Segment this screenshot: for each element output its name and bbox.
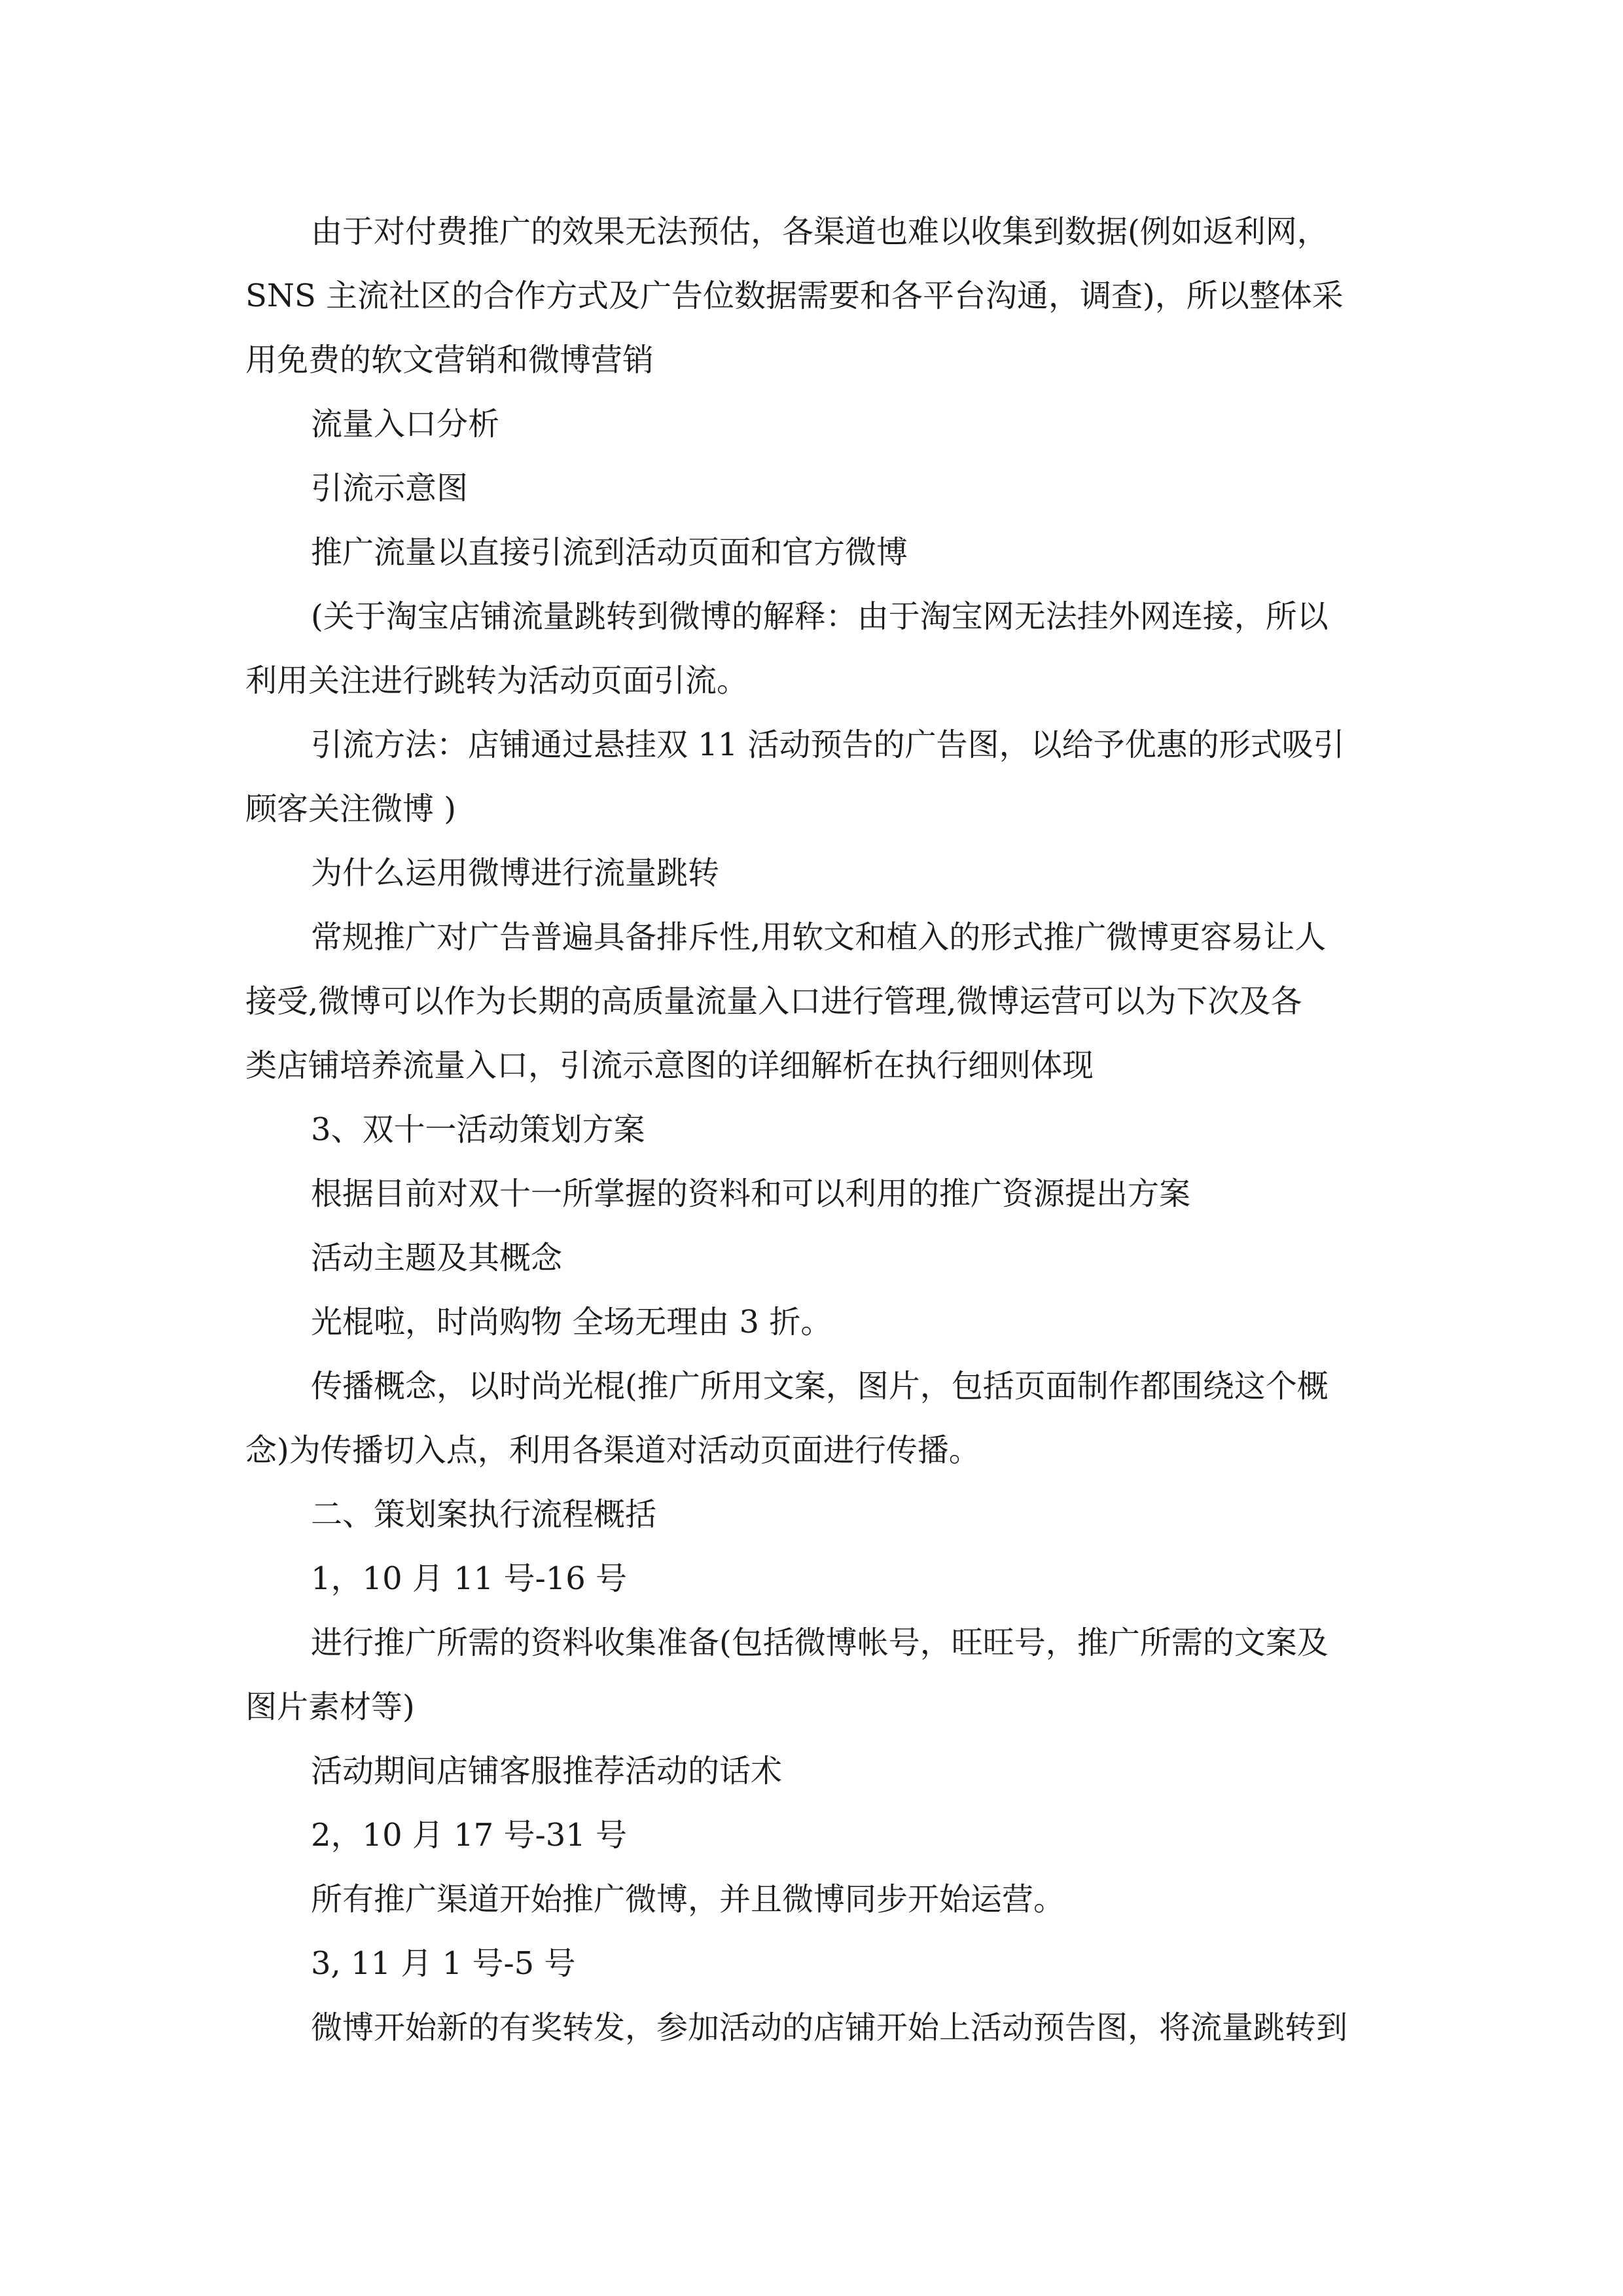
paragraph-step-3-dates (245, 1931, 1381, 1996)
text-line: 引流方法：店铺通过悬挂双 11 活动预告的广告图，以给予优惠的形式吸引 (311, 726, 1345, 763)
text-line: 光棍啦，时尚购物 全场无理由 3 折。 (311, 1304, 832, 1340)
text-line: 活动期间店铺客服推荐活动的话术 (311, 1753, 783, 1789)
text-line: 图片素材等) (245, 1689, 415, 1725)
text-line: 所有推广渠道开始推广微博，并且微博同步开始运营。 (311, 1881, 1065, 1918)
paragraph-traffic-diagram (245, 456, 1381, 520)
paragraph-traffic-direct (245, 520, 1381, 584)
text-line: 利用关注进行跳转为活动页面引流。 (245, 662, 749, 699)
heading-double-eleven-plan (245, 1098, 1381, 1162)
text-line: SNS 主流社区的合作方式及广告位数据需要和各平台沟通，调查)，所以整体采 (245, 278, 1344, 314)
text-line: 进行推广所需的资料收集准备(包括微博帐号，旺旺号，推广所需的文案及 (311, 1624, 1329, 1661)
paragraph-step-2-promote (245, 1867, 1381, 1931)
text-line: 顾客关注微博 ) (245, 791, 456, 827)
paragraph-step-1-prepare (245, 1611, 1381, 1739)
text-line: 由于对付费推广的效果无法预估，各渠道也难以收集到数据(例如返利网， (311, 213, 1329, 250)
text-line: 引流示意图 (311, 470, 469, 507)
text-line: (关于淘宝店铺流量跳转到微博的解释：由于淘宝网无法挂外网连接，所以 (311, 598, 1329, 635)
paragraph-step-2-dates (245, 1803, 1381, 1867)
paragraph-traffic-method (245, 713, 1381, 841)
text-line: 1，10 月 11 号-16 号 (311, 1560, 628, 1597)
paragraph-why-weibo (245, 841, 1381, 905)
text-line: 二、策划案执行流程概括 (311, 1496, 657, 1533)
paragraph-paid-promotion (245, 200, 1381, 392)
text-line: 传播概念，以时尚光棍(推广所用文案，图片，包括页面制作都围绕这个概 (311, 1368, 1329, 1405)
text-line: 接受,微博可以作为长期的高质量流量入口进行管理,微博运营可以为下次及各 (245, 983, 1302, 1020)
paragraph-plan-basis (245, 1162, 1381, 1226)
text-line: 用免费的软文营销和微博营销 (245, 342, 654, 378)
paragraph-traffic-entry-analysis (245, 392, 1381, 456)
paragraph-taobao-explanation (245, 584, 1381, 713)
text-line: 推广流量以直接引流到活动页面和官方微博 (311, 534, 908, 571)
paragraph-step-1-dates (245, 1547, 1381, 1611)
text-line: 3、双十一活动策划方案 (311, 1111, 645, 1148)
text-line: 3, 11 月 1 号-5 号 (311, 1945, 576, 1982)
text-line: 类店铺培养流量入口，引流示意图的详细解析在执行细则体现 (245, 1047, 1094, 1084)
paragraph-step-3-repost (245, 1996, 1381, 2060)
heading-execution-overview (245, 1482, 1381, 1547)
paragraph-step-1-service-script (245, 1739, 1381, 1803)
paragraph-regular-promotion (245, 905, 1381, 1098)
paragraph-spread-concept (245, 1354, 1381, 1482)
text-line: 为什么运用微博进行流量跳转 (311, 855, 720, 891)
text-line: 微博开始新的有奖转发，参加活动的店铺开始上活动预告图，将流量跳转到 (311, 2009, 1348, 2046)
text-line: 常规推广对广告普遍具备排斥性,用软文和植入的形式推广微博更容易让人 (311, 919, 1327, 956)
paragraph-slogan (245, 1290, 1381, 1354)
text-line: 活动主题及其概念 (311, 1240, 563, 1276)
text-line: 根据目前对双十一所掌握的资料和可以利用的推广资源提出方案 (311, 1175, 1191, 1212)
text-line: 念)为传播切入点，利用各渠道对活动页面进行传播。 (245, 1432, 980, 1469)
paragraph-theme-concept (245, 1226, 1381, 1290)
text-line: 流量入口分析 (311, 406, 500, 442)
text-line: 2，10 月 17 号-31 号 (311, 1817, 628, 1854)
